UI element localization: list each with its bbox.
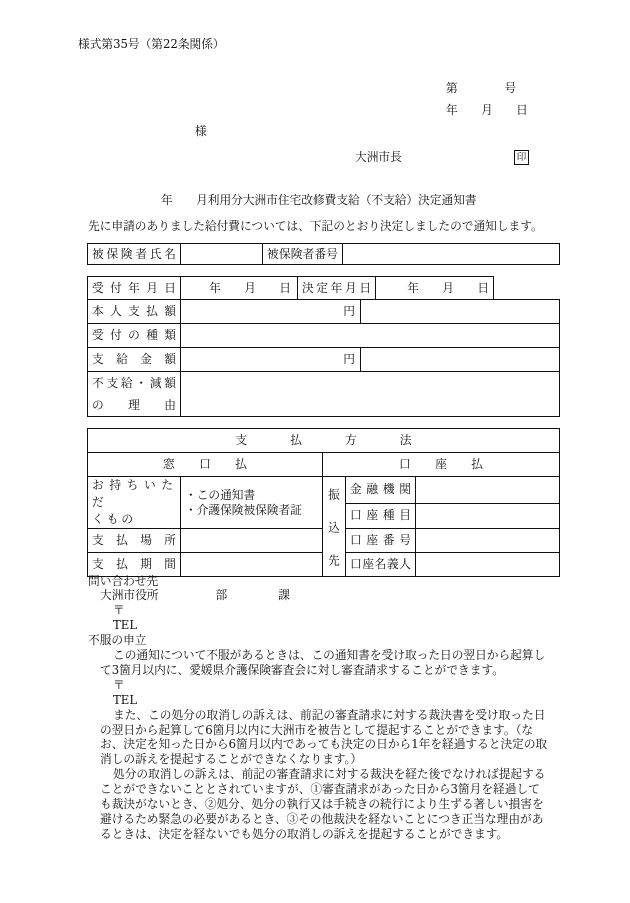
- contact-office: 大洲市役所: [100, 588, 159, 603]
- reason-label-cell: [88, 372, 181, 417]
- counter-heading: 窓口払: [163, 457, 247, 471]
- contact-department: 部: [215, 588, 228, 603]
- place-label: 支払場所: [92, 533, 176, 547]
- appeal-review-request-line: て3箇月以内に、愛媛県介護保険審査会に対し審査請求することができます。: [100, 662, 504, 677]
- self-payment-label: 本人支払額: [92, 304, 176, 318]
- appeal-review-request: [88, 648, 547, 678]
- decision-table: [87, 276, 560, 417]
- receipt-type-label: 受付の種類: [92, 328, 176, 342]
- intro-text: 先に申請のありました給付費については、下記のとおり決定しましたので通知します。: [88, 218, 543, 233]
- receipt-type-field: [181, 324, 560, 348]
- insured-table: [87, 243, 560, 265]
- receipt-date-label-cell: [88, 277, 181, 300]
- items-label-line-1: お持ちいただ: [92, 478, 176, 509]
- seal-mark: 印: [514, 150, 529, 165]
- document-number-line: 第 号: [446, 80, 517, 95]
- reason-label-line-1: 不支給・減額: [92, 376, 176, 390]
- self-payment-label-cell: [88, 300, 181, 324]
- payment-amount-label: 支給金額: [92, 352, 176, 366]
- payment-method-title-row: [88, 429, 560, 453]
- appeal-exhaustion-line: ことができないこととされていますが、①審査請求があった日から3箇月を経過して: [100, 782, 540, 797]
- payment-method-table: [87, 428, 560, 577]
- appeal-exhaustion-line: 避けるため緊急の必要があるとき、③その他裁決を経ないことにつき正当な理由があ: [100, 812, 544, 826]
- appeal-exhaustion-line: も裁決がないとき、②処分、処分の執行又は手続きの続行により生ずる著しい損害を: [100, 797, 544, 812]
- transfer-to-label-cell: [323, 477, 346, 577]
- payment-amount-extra-field: [361, 348, 560, 372]
- account-type-field: [416, 503, 560, 528]
- transfer-heading-cell: [323, 453, 560, 477]
- decision-date-field: 年 月 日: [376, 277, 494, 300]
- document-title: 年 月利用分大洲市住宅改修費支給（不支給）決定通知書: [161, 192, 477, 207]
- transfer-heading: 口座払: [399, 457, 483, 471]
- form-number: 様式第35号（第22条関係）: [78, 36, 225, 51]
- insured-number-field: [343, 244, 560, 265]
- account-type-label: 口座種目: [350, 508, 411, 523]
- decision-date-label-cell: [298, 277, 376, 300]
- account-number-label: 口座番号: [350, 533, 411, 547]
- self-payment-extra-field: [361, 300, 560, 324]
- account-number-field: [416, 529, 560, 553]
- addressee-honorific: 様: [195, 123, 207, 138]
- insured-row: [88, 244, 560, 265]
- payment-method-title-cell: [88, 429, 560, 453]
- item-insurance-card: ・介護保険被保険者証: [185, 502, 302, 517]
- appeal-lawsuit: [88, 708, 547, 768]
- reason-row: [88, 372, 560, 417]
- appeal-lawsuit-line: お、決定を知った日から6箇月以内であっても決定の日から1年を経過すると決定の取: [100, 737, 548, 752]
- dates-row-spacer: [494, 277, 560, 300]
- appeal-lawsuit-line: の翌日から起算して6箇月以内に大洲市を被告として提起することができます。（な: [100, 722, 534, 737]
- appeal-review-request-line: この通知について不服があるときは、この通知書を受け取った日の翌日から起算し: [113, 648, 546, 663]
- issue-date-line: 年 月 日: [446, 102, 528, 117]
- appeal-heading: 不服の申立: [88, 633, 147, 648]
- bank-label-cell: [346, 477, 416, 504]
- period-label: 支払期間: [92, 557, 176, 571]
- appeal-exhaustion-line: るときは、決定を経ないでも処分の取消しの訴えを提起することができます。: [100, 826, 509, 841]
- appeal-exhaustion: [88, 767, 547, 842]
- payment-method-headings-row: [88, 453, 560, 477]
- counter-heading-cell: [88, 453, 323, 477]
- dates-row: [88, 277, 560, 300]
- appeal-tel-label: TEL: [113, 692, 138, 707]
- reason-field: [181, 372, 560, 417]
- receipt-type-row: [88, 324, 560, 348]
- items-list: [181, 477, 323, 529]
- bank-row: [88, 477, 560, 504]
- contact-office-line: [88, 588, 547, 603]
- contact-postal-mark: 〒: [113, 603, 125, 618]
- self-payment-amount-field: 円: [181, 300, 361, 324]
- appeal-lawsuit-line: 消しの訴えを提起することができなくなります。）: [100, 752, 363, 767]
- items-label-line-2: くもの: [92, 512, 137, 526]
- bank-label: 金融機関: [350, 482, 411, 497]
- account-type-label-cell: [346, 503, 416, 528]
- account-number-label-cell: [346, 529, 416, 553]
- issuer-name: 大洲市長: [355, 149, 402, 164]
- reason-label-line-2: の理由: [92, 398, 176, 412]
- insured-name-label-cell: [88, 244, 181, 265]
- contact-tel-label: TEL: [113, 618, 138, 633]
- payment-amount-row: [88, 348, 560, 372]
- transfer-to-label: 振込先: [327, 487, 341, 566]
- receipt-date-label: 受付年月日: [92, 280, 176, 295]
- insured-name-field: [181, 244, 263, 265]
- decision-date-label: 決定年月日: [302, 280, 372, 295]
- payment-method-title: 支払方法: [235, 433, 412, 447]
- contact-heading: 問い合わせ先: [88, 573, 159, 588]
- self-payment-row: [88, 300, 560, 324]
- place-label-cell: [88, 529, 181, 553]
- appeal-postal-mark: 〒: [113, 677, 125, 692]
- receipt-date-field: 年 月 日: [181, 277, 298, 300]
- payment-amount-label-cell: [88, 348, 181, 372]
- receipt-type-label-cell: [88, 324, 181, 348]
- insured-name-label: 被保険者氏名: [92, 246, 176, 261]
- items-label-cell: [88, 477, 181, 529]
- appeal-exhaustion-line: 処分の取消しの訴えは、前記の審査請求に対する裁決を経た後でなければ提起する: [113, 767, 546, 782]
- payment-amount-field: 円: [181, 348, 361, 372]
- insured-number-label: 被保険者番号: [267, 246, 338, 261]
- contact-section: 課: [278, 588, 290, 603]
- item-notice: ・この通知書: [185, 487, 256, 502]
- appeal-lawsuit-line: また、この処分の取消しの訴えは、前記の審査請求に対する裁決書を受け取った日: [113, 707, 546, 722]
- insured-number-label-cell: [263, 244, 343, 265]
- place-field: [181, 529, 323, 553]
- account-holder-label: 口座名義人: [350, 557, 411, 571]
- bank-field: [416, 477, 560, 504]
- notes-section: [88, 574, 547, 842]
